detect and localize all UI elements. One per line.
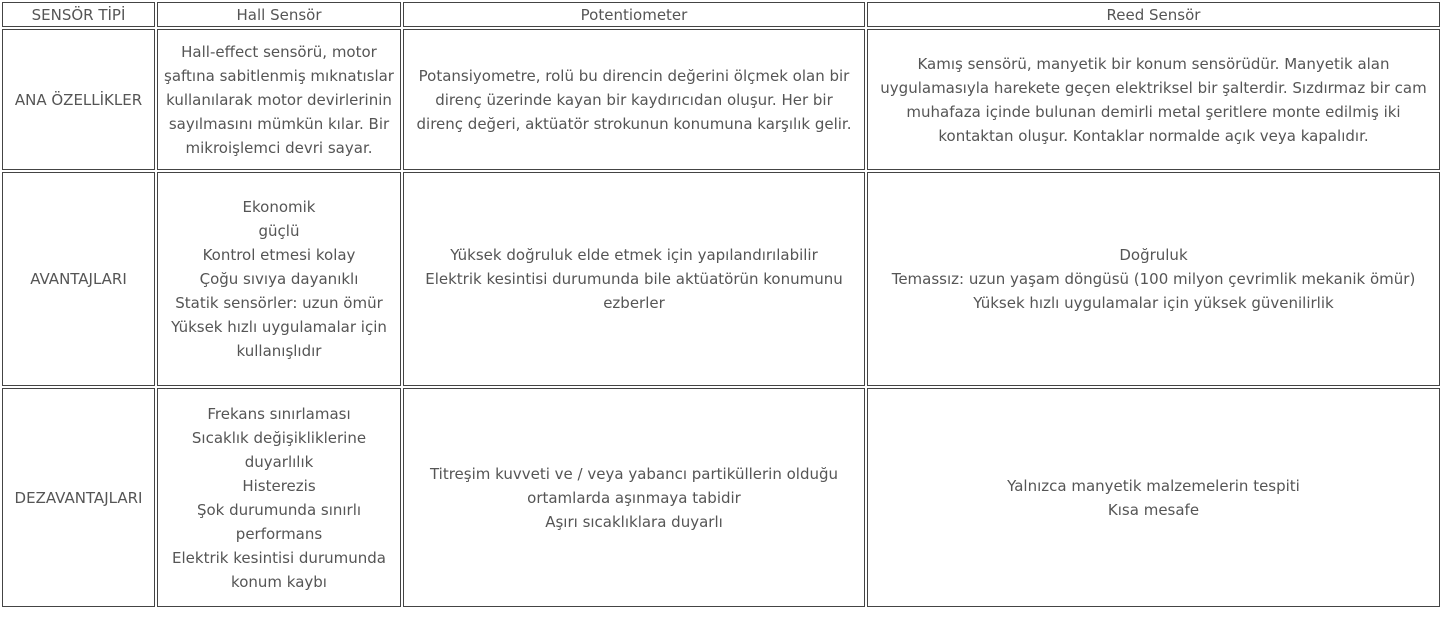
table-row — [2, 29, 1440, 170]
cell-line: Temassız: uzun yaşam döngüsü (100 milyon çevrimlik mekanik ömür) — [891, 270, 1416, 288]
row-label-disadvantages: DEZAVANTAJLARI — [2, 388, 155, 607]
disadvantages-reed-text — [874, 474, 1433, 522]
row-label-advantages: AVANTAJLARI — [2, 172, 155, 386]
cell-line: Aşırı sıcaklıklara duyarlı — [545, 512, 723, 531]
cell-line: Ekonomik — [242, 198, 316, 216]
disadvantages-hall-cell — [157, 388, 401, 607]
cell-line: Statik sensörler: uzun ömür — [175, 294, 383, 312]
cell-line: Kamış sensörü, manyetik bir konum sensörüdür. Manyetik alan uygulamasıyla harekete geçen elektriksel bir şalterdir. Sızdırmaz bir cam muhafaza içinde bulunan demirli metal şeritlere monte edilmiş iki kontaktan oluşur. Kontaklar normalde açık veya kapalıdır. — [880, 54, 1427, 145]
cell-line: Yüksek doğruluk elde etmek için yapılandırılabilir — [450, 246, 818, 264]
features-potentiometer-text — [410, 64, 858, 136]
cell-line: Yalnızca manyetik malzemelerin tespiti — [1007, 476, 1300, 495]
disadvantages-hall-text — [164, 402, 394, 594]
features-reed-cell — [867, 29, 1440, 170]
disadvantages-reed-cell — [867, 388, 1440, 607]
header-cell-reed: Reed Sensör — [867, 2, 1440, 27]
advantages-potentiometer-text — [410, 243, 858, 315]
features-hall-cell — [157, 29, 401, 170]
cell-line: güçlü — [258, 222, 300, 240]
header-cell-sensor-type: SENSÖR TİPİ — [2, 2, 155, 27]
cell-line: Potansiyometre, rolü bu direncin değerini ölçmek olan bir direnç üzerinde kayan bir kaydırıcıdan oluşur. Her bir direnç değeri, aktüatör strokunun konumuna karşılık gelir. — [416, 66, 852, 133]
cell-line: Kontrol etmesi kolay — [202, 246, 356, 264]
cell-line: Doğruluk — [1119, 246, 1188, 264]
advantages-hall-text — [164, 195, 394, 363]
advantages-reed-cell — [867, 172, 1440, 386]
cell-line: Elektrik kesintisi durumunda bile aktüatörün konumunu ezberler — [425, 270, 843, 312]
cell-line: Frekans sınırlaması — [207, 404, 351, 423]
disadvantages-potentiometer-text — [410, 462, 858, 534]
features-potentiometer-cell — [403, 29, 865, 170]
features-hall-text — [164, 40, 394, 160]
table-row — [2, 388, 1440, 607]
header-row — [2, 2, 1440, 27]
table-row — [2, 172, 1440, 386]
features-reed-text — [874, 52, 1433, 148]
advantages-reed-text — [874, 243, 1433, 315]
cell-line: Çoğu sıvıya dayanıklı — [199, 270, 359, 288]
cell-line: Yüksek hızlı uygulamalar için yüksek güvenilirlik — [973, 294, 1334, 312]
cell-line: Elektrik kesintisi durumunda konum kaybı — [172, 548, 386, 591]
cell-line: Kısa mesafe — [1107, 500, 1200, 519]
cell-line: Histerezis — [242, 476, 316, 495]
header-cell-hall: Hall Sensör — [157, 2, 401, 27]
header-cell-potentiometer: Potentiometer — [403, 2, 865, 27]
disadvantages-potentiometer-cell — [403, 388, 865, 607]
row-label-features: ANA ÖZELLİKLER — [2, 29, 155, 170]
cell-line: Hall-effect sensörü, motor şaftına sabitlenmiş mıknatıslar kullanılarak motor devirlerinin sayılmasını mümkün kılar. Bir mikroişlemci devri sayar. — [164, 42, 394, 157]
advantages-potentiometer-cell — [403, 172, 865, 386]
cell-line: Sıcaklık değişikliklerine duyarlılık — [191, 428, 367, 471]
cell-line: Titreşim kuvveti ve / veya yabancı partiküllerin olduğu ortamlarda aşınmaya tabidir — [429, 464, 839, 507]
cell-line: Yüksek hızlı uygulamalar için kullanışlıdır — [171, 318, 387, 360]
cell-line: Şok durumunda sınırlı performans — [196, 500, 362, 543]
advantages-hall-cell — [157, 172, 401, 386]
